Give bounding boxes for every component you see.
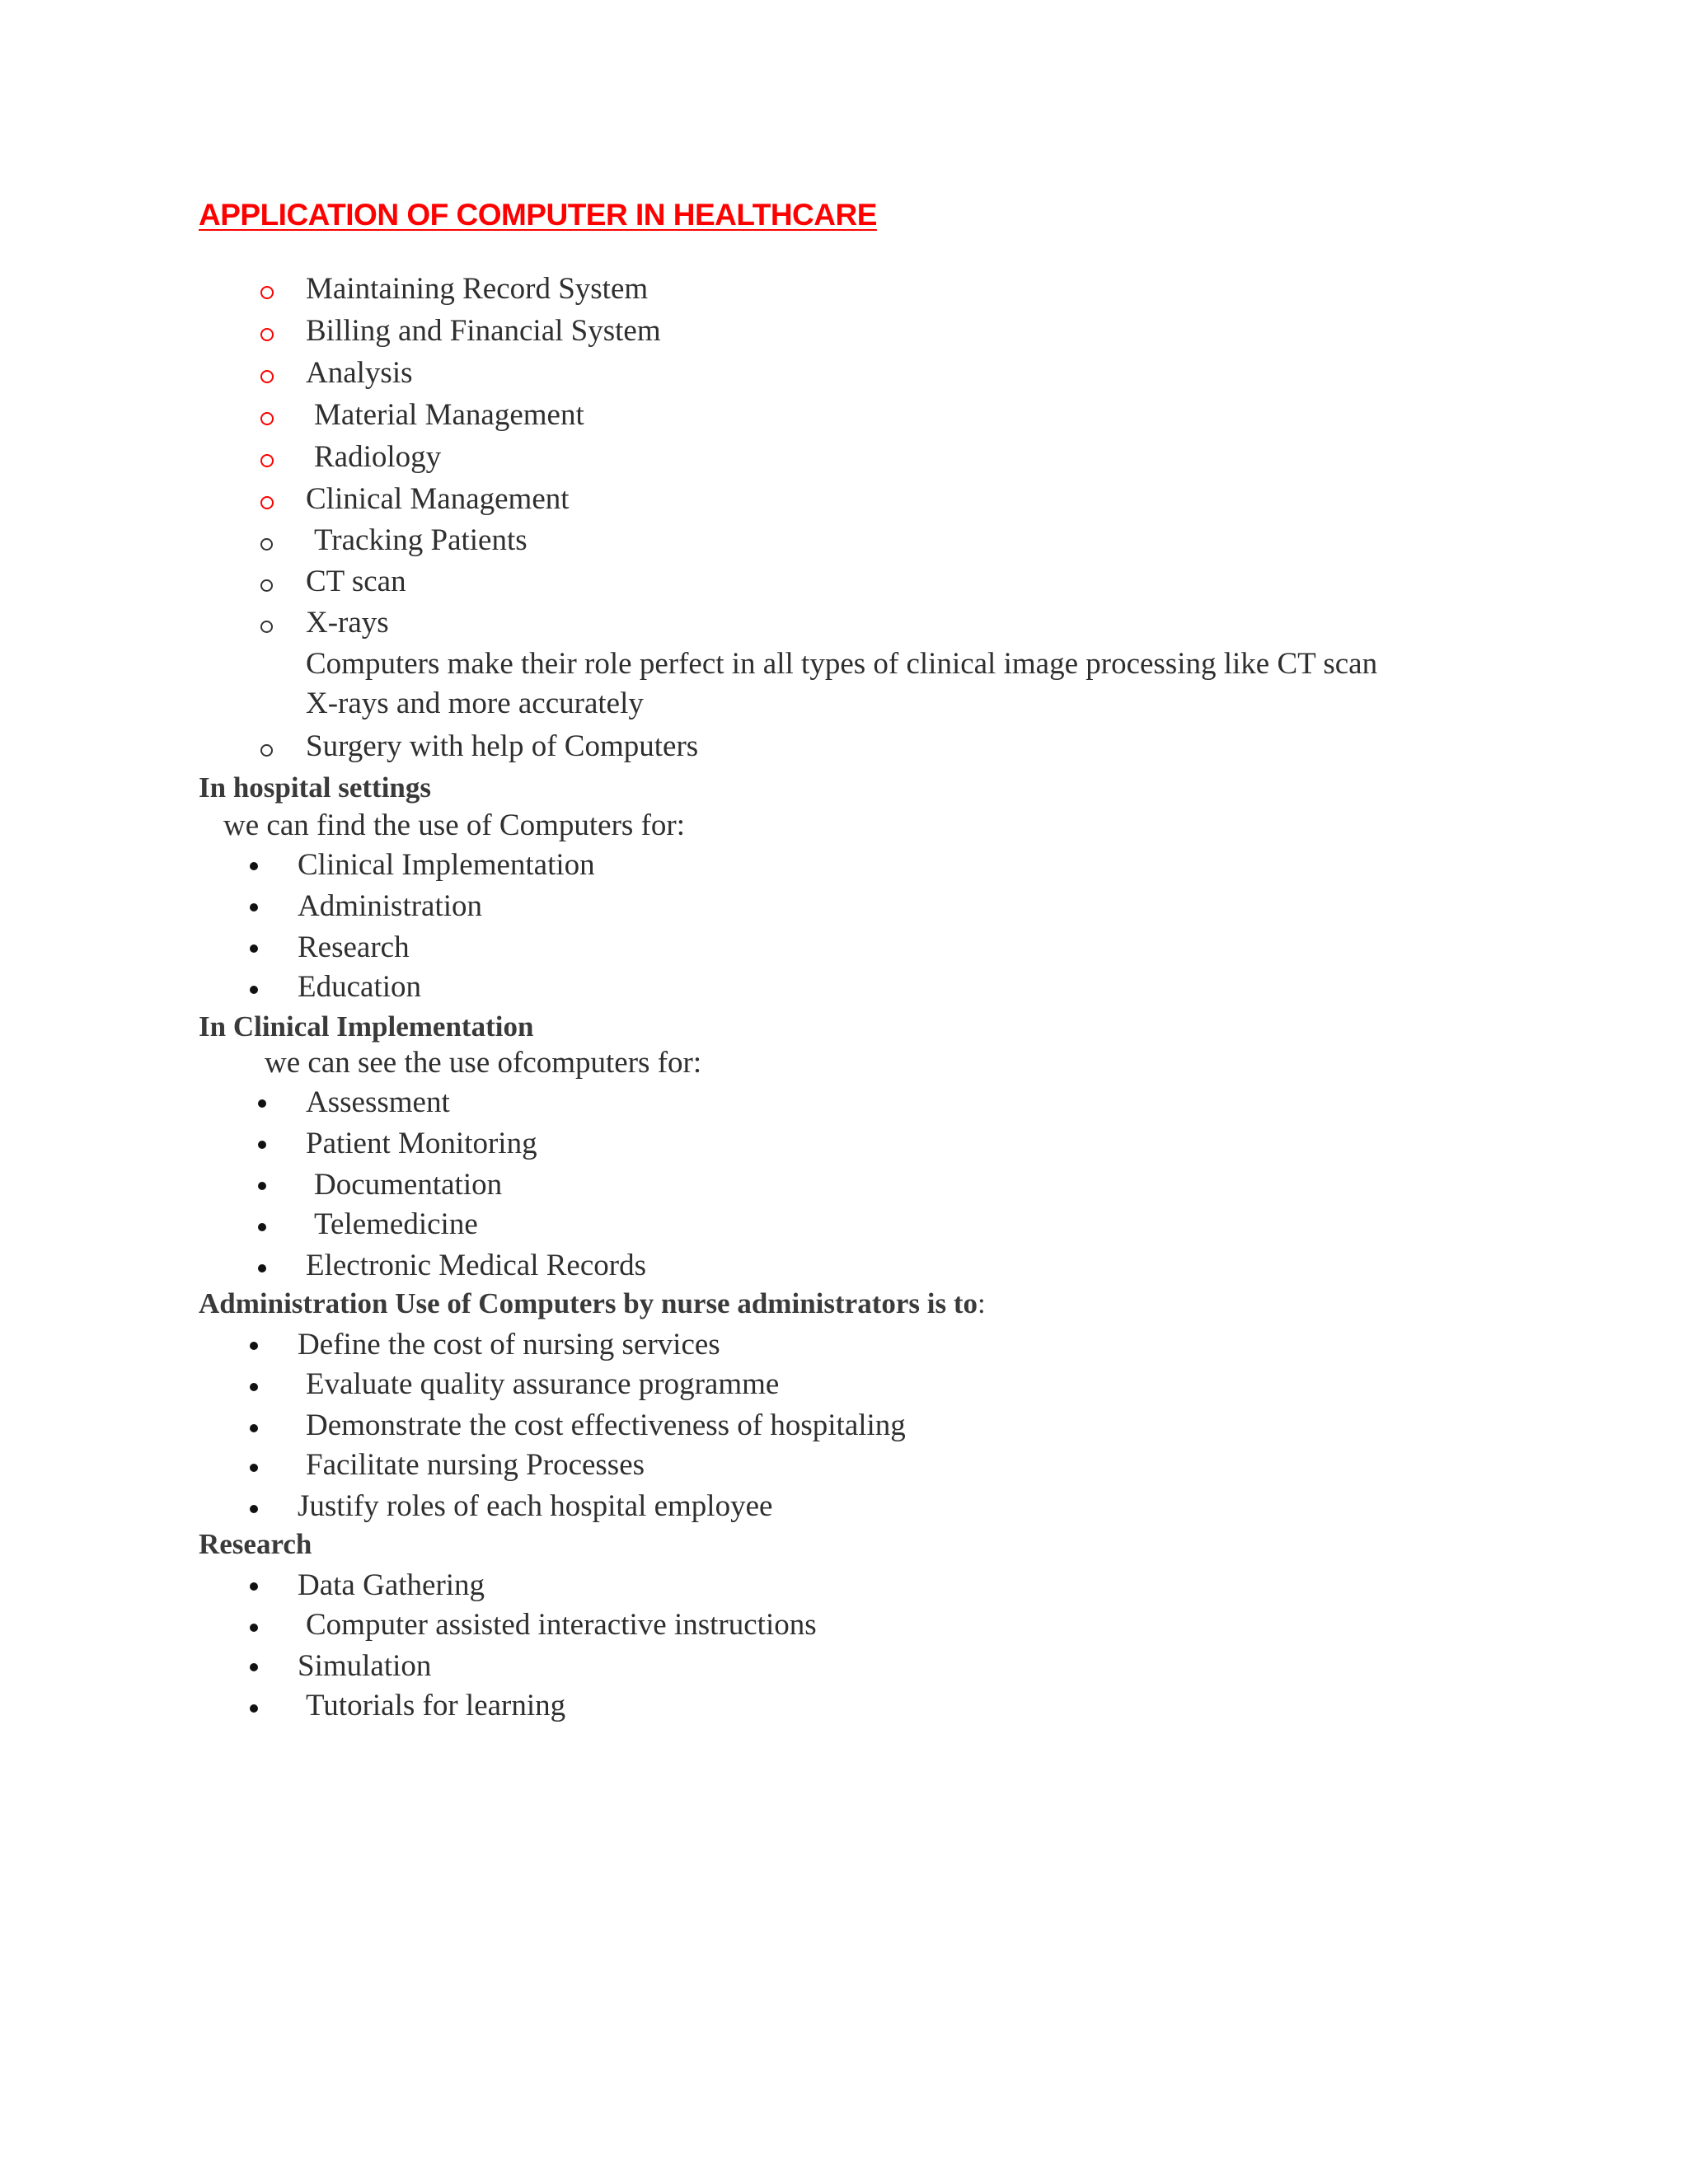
section-heading: In Clinical Implementation [199, 1010, 534, 1043]
bullet-icon [250, 944, 258, 953]
bullet-icon [250, 1704, 258, 1713]
list-item: Analysis [306, 356, 413, 390]
bullet-icon [250, 1464, 258, 1472]
list-item: Material Management [314, 398, 584, 432]
list-bullet-icon [260, 286, 274, 299]
section-heading [199, 1286, 986, 1322]
list-item: CT scan [306, 565, 406, 598]
list-item: Tutorials for learning [306, 1689, 566, 1722]
section-intro: we can find the use of Computers for: [223, 808, 685, 842]
list-item: Demonstrate the cost effectiveness of hospitaling [306, 1408, 906, 1442]
bullet-icon [250, 1424, 258, 1432]
bullet-icon [250, 1582, 258, 1591]
bullet-icon [250, 1383, 258, 1391]
list-item: Billing and Financial System [306, 314, 661, 348]
list-item: Telemedicine [314, 1207, 478, 1241]
list-item: Define the cost of nursing services [298, 1328, 720, 1361]
list-bullet-icon [260, 454, 274, 467]
bullet-icon [258, 1223, 266, 1231]
bullet-icon [258, 1099, 266, 1108]
bullet-icon [250, 1624, 258, 1632]
list-item: Surgery with help of Computers [306, 729, 699, 763]
list-item: Patient Monitoring [306, 1127, 537, 1160]
page-title: APPLICATION OF COMPUTER IN HEALTHCARE [199, 198, 877, 232]
section-heading-text: Administration Use of Computers by nurse administrators is to [199, 1287, 978, 1319]
bullet-icon [258, 1182, 266, 1190]
bullet-icon [258, 1264, 266, 1272]
section-heading-colon: : [978, 1287, 986, 1319]
section-heading: Research [199, 1528, 312, 1560]
xray-note-line: X-rays and more accurately [306, 687, 644, 720]
list-bullet-icon [260, 412, 274, 425]
list-item: Clinical Implementation [298, 848, 595, 882]
list-item: Justify roles of each hospital employee [298, 1489, 773, 1523]
list-item: Facilitate nursing Processes [306, 1448, 645, 1482]
list-item: Research [298, 930, 410, 964]
list-bullet-icon [260, 538, 273, 551]
list-item: Simulation [298, 1649, 432, 1683]
list-item: Radiology [314, 440, 442, 474]
list-item: Computer assisted interactive instructions [306, 1608, 817, 1642]
list-item: Tracking Patients [314, 523, 528, 557]
list-item: Electronic Medical Records [306, 1249, 646, 1282]
list-bullet-icon [260, 579, 273, 592]
bullet-icon [250, 903, 258, 912]
bullet-icon [250, 986, 258, 994]
bullet-icon [258, 1141, 266, 1149]
list-item: X-rays [306, 606, 389, 640]
xray-note-line: Computers make their role perfect in all types of clinical image processing like CT scan [306, 647, 1378, 681]
bullet-icon [250, 862, 258, 870]
list-item: Maintaining Record System [306, 272, 649, 306]
list-item: Assessment [306, 1085, 450, 1119]
list-bullet-icon [260, 744, 273, 757]
list-bullet-icon [260, 621, 273, 633]
bullet-icon [250, 1342, 258, 1350]
list-item: Education [298, 970, 422, 1004]
list-item: Evaluate quality assurance programme [306, 1367, 780, 1401]
bullet-icon [250, 1663, 258, 1671]
list-bullet-icon [260, 328, 274, 341]
section-heading: In hospital settings [199, 771, 432, 804]
list-item: Administration [298, 889, 483, 923]
section-intro: we can see the use ofcomputers for: [265, 1046, 702, 1080]
list-bullet-icon [260, 370, 274, 383]
list-item: Data Gathering [298, 1568, 485, 1602]
bullet-icon [250, 1505, 258, 1513]
list-item: Documentation [314, 1168, 503, 1202]
list-bullet-icon [260, 496, 274, 509]
list-item: Clinical Management [306, 482, 570, 516]
